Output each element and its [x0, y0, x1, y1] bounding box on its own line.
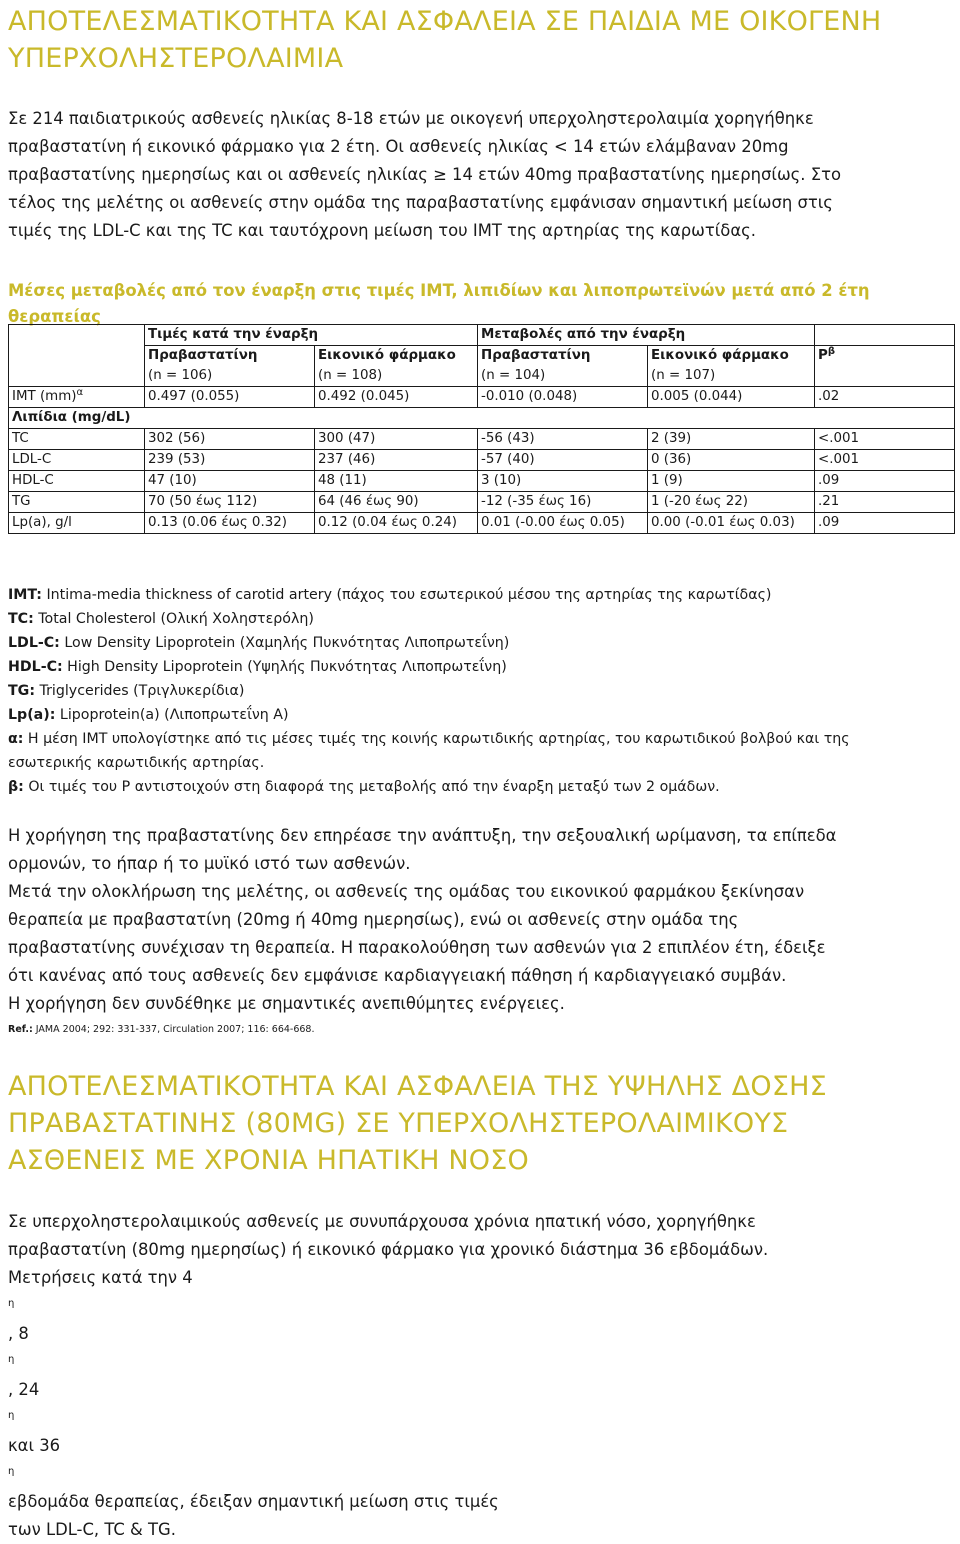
- table-cell: .21: [815, 492, 955, 513]
- header-empty: [815, 325, 955, 346]
- note-text: Low Density Lipoprotein (Χαμηλής Πυκνότητας Λιποπρωτεΐνη): [59, 635, 510, 651]
- p-label: P: [818, 348, 828, 363]
- table-cell: 2 (39): [648, 429, 815, 450]
- table-cell: 0.492 (0.045): [315, 387, 478, 408]
- note-text: High Density Lipoprotein (Υψηλής Πυκνότητας Λιποπρωτεΐνη): [62, 659, 507, 675]
- table-cell: 302 (56): [145, 429, 315, 450]
- ordinal-sup: η: [8, 1466, 15, 1477]
- note-term: α:: [8, 731, 24, 747]
- table-cell: -57 (40): [478, 450, 648, 471]
- note-item: [8, 607, 954, 631]
- header-n: (n = 108): [315, 366, 478, 387]
- row-label: Lp(a), g/l: [9, 513, 145, 534]
- reference: [8, 1023, 315, 1037]
- table-row: [9, 429, 955, 450]
- section2-title: [8, 1068, 827, 1179]
- body-line: Η χορήγηση της πραβαστατίνης δεν επηρέασε την ανάπτυξη, την σεξουαλική ωρίμανση, τα επίπεδα: [8, 826, 837, 845]
- header-col-placebo: Εικονικό φάρμακο: [315, 346, 478, 367]
- table-header-row: [9, 325, 955, 346]
- table-row-imt: [9, 387, 955, 408]
- table-row: [9, 513, 955, 534]
- table-cell: .09: [815, 471, 955, 492]
- table-row-lipids: [9, 408, 955, 429]
- note-term: IMT:: [8, 587, 42, 603]
- header-col-placebo: Εικονικό φάρμακο: [648, 346, 815, 367]
- section2-line: πραβαστατίνη (80mg ημερησίως) ή εικονικό φάρμακο για χρονικό διάστημα 36 εβδομάδων.: [8, 1240, 769, 1259]
- section1-title-line2: ΥΠΕΡΧΟΛΗΣΤΕΡΟΛΑΙΜΙΑ: [8, 43, 344, 74]
- ordinal-sup: η: [8, 1410, 15, 1421]
- body-line: ότι κανένας από τους ασθενείς δεν εμφάνισε καρδιαγγειακή πάθηση ή καρδιαγγειακό συμβάν.: [8, 966, 787, 985]
- table-cell: 239 (53): [145, 450, 315, 471]
- header-n: (n = 107): [648, 366, 815, 387]
- row-label: LDL-C: [9, 450, 145, 471]
- section1-title-line1: ΑΠΟΤΕΛΕΣΜΑΤΙΚΟΤΗΤΑ ΚΑΙ ΑΣΦΑΛΕΙΑ ΣΕ ΠΑΙΔΙΑ ΜΕ ΟΙΚΟΓΕΝΗ: [8, 6, 882, 37]
- note-item: [8, 655, 954, 679]
- note-text: Triglycerides (Τριγλυκερίδια): [35, 683, 245, 699]
- header-col-pravastatin: Πραβαστατίνη: [478, 346, 648, 367]
- note-alpha-cont: εσωτερικής καρωτιδικής αρτηρίας.: [8, 755, 265, 771]
- table-cell: 0.00 (-0.01 έως 0.03): [648, 513, 815, 534]
- intro-line: τέλος της μελέτης οι ασθενείς στην ομάδα της παραβαστατίνης εμφάνισαν σημαντική μείωση στις: [8, 193, 833, 212]
- text-run: και 36: [8, 1436, 61, 1455]
- table-cell: 47 (10): [145, 471, 315, 492]
- note-item: [8, 703, 954, 727]
- reference-label: Ref.:: [8, 1024, 33, 1035]
- table-cell: 0.12 (0.04 έως 0.24): [315, 513, 478, 534]
- table-cell: 237 (46): [315, 450, 478, 471]
- note-text: Lipoprotein(a) (Λιποπρωτεΐνη Α): [55, 707, 289, 723]
- table-row: [9, 450, 955, 471]
- note-item: [8, 631, 954, 655]
- section2-title-line1: ΑΠΟΤΕΛΕΣΜΑΤΙΚΟΤΗΤΑ ΚΑΙ ΑΣΦΑΛΕΙΑ ΤΗΣ ΥΨΗΛΗΣ ΔΟΣΗΣ: [8, 1071, 827, 1102]
- section1-title: [8, 3, 881, 77]
- row-label: HDL-C: [9, 471, 145, 492]
- note-item: [8, 583, 954, 607]
- note-term: LDL-C:: [8, 635, 60, 651]
- table-cell: 0.01 (-0.00 έως 0.05): [478, 513, 648, 534]
- header-empty: [9, 325, 145, 346]
- section2-line: [8, 1264, 954, 1516]
- header-col-pravastatin: Πραβαστατίνη: [145, 346, 315, 367]
- reference-text: JAMA 2004; 292: 331-337, Circulation 2007; 116: 664-668.: [32, 1024, 315, 1035]
- body-line: πραβαστατίνης συνέχισαν τη θεραπεία. Η παρακολούθηση των ασθενών για 2 επιπλέον έτη, έδειξε: [8, 938, 826, 957]
- table-cell: 0.497 (0.055): [145, 387, 315, 408]
- text-run: , 24: [8, 1380, 40, 1399]
- section2-line: Σε υπερχοληστερολαιμικούς ασθενείς με συνυπάρχουσα χρόνια ηπατική νόσο, χορηγήθηκε: [8, 1212, 756, 1231]
- results-table: [8, 324, 955, 534]
- section2-title-line3: ΑΣΘΕΝΕΙΣ ΜΕ ΧΡΟΝΙΑ ΗΠΑΤΙΚΗ ΝΟΣΟ: [8, 1145, 529, 1176]
- row-label: TG: [9, 492, 145, 513]
- note-text: Total Cholesterol (Ολική Χοληστερόλη): [33, 611, 314, 627]
- table-cell: -56 (43): [478, 429, 648, 450]
- body-line: Η χορήγηση δεν συνδέθηκε με σημαντικές ανεπιθύμητες ενέργειες.: [8, 994, 565, 1013]
- intro-paragraph: [8, 105, 954, 245]
- table-cell: 0.005 (0.044): [648, 387, 815, 408]
- table-cell: .02: [815, 387, 955, 408]
- header-n: (n = 104): [478, 366, 648, 387]
- section2-line: των LDL-C, TC & TG.: [8, 1520, 176, 1539]
- header-empty: [9, 346, 145, 367]
- table-cell: 0 (36): [648, 450, 815, 471]
- table-cell-empty: [145, 408, 955, 429]
- section2-title-line2: ΠΡΑΒΑΣΤΑΤΙΝΗΣ (80MG) ΣΕ ΥΠΕΡΧΟΛΗΣΤΕΡΟΛΑΙΜΙΚΟΥΣ: [8, 1108, 789, 1139]
- header-change-group: Μεταβολές από την έναρξη: [478, 325, 815, 346]
- intro-line: πραβαστατίνη ή εικονικό φάρμακο για 2 έτη. Οι ασθενείς ηλικίας < 14 ετών ελάμβαναν 20mg: [8, 137, 789, 156]
- table-cell: 0.13 (0.06 έως 0.32): [145, 513, 315, 534]
- body-line: ορμονών, το ήπαρ ή το μυϊκό ιστό των ασθενών.: [8, 854, 411, 873]
- note-text: Intima-media thickness of carotid artery (πάχος του εσωτερικού μέσου της αρτηρίας της καρωτίδας): [41, 587, 772, 603]
- body-line: θεραπεία με πραβαστατίνη (20mg ή 40mg ημερησίως), ενώ οι ασθενείς στην ομάδα της: [8, 910, 739, 929]
- imt-sup: α: [76, 387, 84, 398]
- intro-line: Σε 214 παιδιατρικούς ασθενείς ηλικίας 8-18 ετών με οικογενή υπερχοληστερολαιμία χορηγήθηκε: [8, 109, 814, 128]
- table-cell: -0.010 (0.048): [478, 387, 648, 408]
- note-term: TG:: [8, 683, 35, 699]
- note-alpha: [8, 727, 954, 751]
- table-cell: 70 (50 έως 112): [145, 492, 315, 513]
- table-header-row: [9, 366, 955, 387]
- row-label: [9, 387, 145, 408]
- row-label: TC: [9, 429, 145, 450]
- lipids-label: Λιπίδια (mg/dL): [9, 408, 145, 429]
- text-run: εβδομάδα θεραπείας, έδειξαν σημαντική μείωση στις τιμές: [8, 1492, 499, 1511]
- table-cell: .09: [815, 513, 955, 534]
- table-cell: 3 (10): [478, 471, 648, 492]
- table-row: [9, 471, 955, 492]
- table-cell: <.001: [815, 450, 955, 471]
- table-cell: 1 (9): [648, 471, 815, 492]
- note-beta: [8, 775, 954, 799]
- section2-paragraph: [8, 1208, 954, 1544]
- table-cell: 300 (47): [315, 429, 478, 450]
- note-term: β:: [8, 779, 24, 795]
- header-empty: [815, 366, 955, 387]
- header-n: (n = 106): [145, 366, 315, 387]
- table-title: Μέσες μεταβολές από τον έναρξη στις τιμές IMT, λιπιδίων και λιποπρωτεϊνών μετά από 2 έτη θεραπείας: [8, 281, 870, 326]
- text-run: , 8: [8, 1324, 29, 1343]
- note-term: HDL-C:: [8, 659, 63, 675]
- table-cell: <.001: [815, 429, 955, 450]
- note-term: TC:: [8, 611, 34, 627]
- ordinal-sup: η: [8, 1354, 15, 1365]
- intro-line: τιμές της LDL-C και της TC και ταυτόχρονη μείωση του IMT της αρτηρίας της καρωτίδας.: [8, 221, 756, 240]
- note-text: Η μέση IMT υπολογίστηκε από τις μέσες τιμές της κοινής καρωτιδικής αρτηρίας, του καρωτιδικού βολβού και της: [23, 731, 850, 747]
- header-empty: [9, 366, 145, 387]
- note-item: [8, 679, 954, 703]
- table-cell: 64 (46 έως 90): [315, 492, 478, 513]
- note-term: Lp(a):: [8, 707, 56, 723]
- table-cell: 48 (11): [315, 471, 478, 492]
- table-cell: -12 (-35 έως 16): [478, 492, 648, 513]
- ordinal-sup: η: [8, 1298, 15, 1309]
- imt-label: IMT (mm): [12, 389, 77, 404]
- table-row: [9, 492, 955, 513]
- p-sup: β: [827, 346, 836, 357]
- abbreviation-notes: [8, 583, 954, 799]
- body-line: Μετά την ολοκλήρωση της μελέτης, οι ασθενείς της ομάδας του εικονικού φαρμάκου ξεκίνησαν: [8, 882, 805, 901]
- intro-line: πραβαστατίνης ημερησίως και οι ασθενείς ηλικίας ≥ 14 ετών 40mg πραβαστατίνης ημερησίως. Στο: [8, 165, 841, 184]
- note-text: Οι τιμές του P αντιστοιχούν στη διαφορά της μεταβολής από την έναρξη μεταξύ των 2 ομάδων.: [23, 779, 720, 795]
- table-header-row: [9, 346, 955, 367]
- text-run: Μετρήσεις κατά την 4: [8, 1268, 193, 1287]
- header-p: [815, 346, 955, 367]
- header-baseline-group: Τιμές κατά την έναρξη: [145, 325, 478, 346]
- body-paragraph-2: [8, 822, 954, 1018]
- table-cell: 1 (-20 έως 22): [648, 492, 815, 513]
